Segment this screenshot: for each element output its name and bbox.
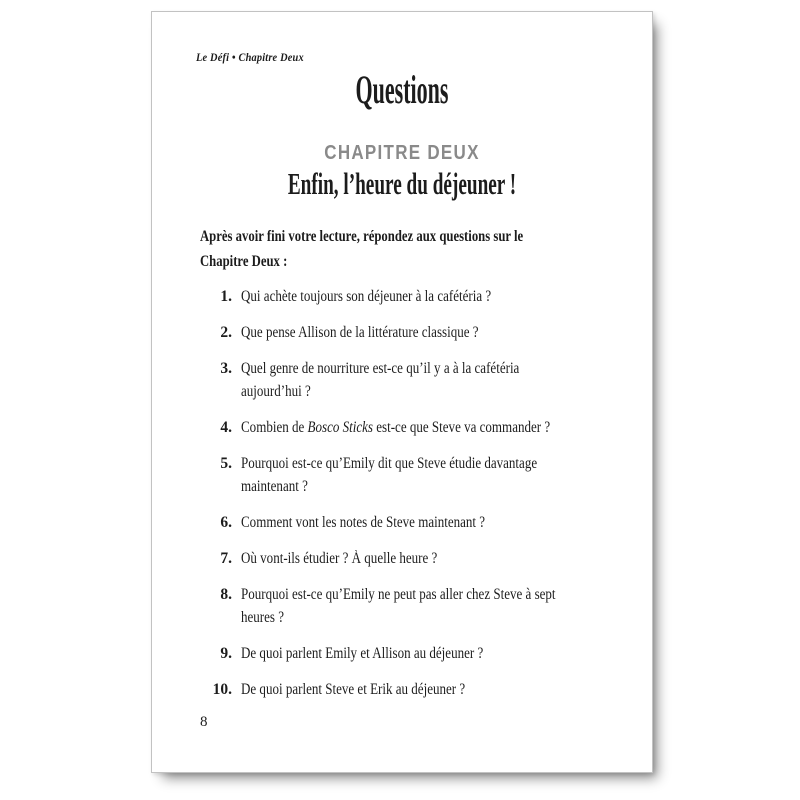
running-header: Le Défi • Chapitre Deux: [196, 52, 304, 64]
question-text: Comment vont les notes de Steve maintenant ?: [241, 514, 486, 531]
question-number: 3.: [220, 360, 232, 377]
question-item: [198, 321, 652, 344]
question-text: Quel genre de nourriture est-ce qu’il y a à la cafétéria aujourd’hui ?: [241, 360, 520, 400]
question-item: [198, 416, 652, 439]
question-item: [198, 285, 652, 308]
question-number: 2.: [220, 324, 232, 341]
question-text: Qui achète toujours son déjeuner à la cafétéria ?: [241, 288, 492, 305]
instructions-line-1: Après avoir fini votre lecture, répondez aux questions sur le: [200, 228, 524, 245]
question-number: 10.: [212, 681, 232, 698]
question-item: [198, 642, 652, 665]
question-number: 4.: [220, 419, 232, 436]
question-item: [198, 547, 652, 570]
question-number: 6.: [220, 514, 232, 531]
question-number: 1.: [220, 288, 232, 305]
question-item: [198, 452, 652, 498]
question-number: 9.: [220, 645, 232, 662]
question-item: [198, 511, 652, 534]
chapter-label: CHAPITRE DEUX: [324, 142, 480, 164]
question-text: Où vont-ils étudier ? À quelle heure ?: [241, 550, 438, 567]
chapter-title: Enfin, l’heure du déjeuner !: [287, 166, 517, 201]
question-item: [198, 357, 652, 403]
question-number: 5.: [220, 455, 232, 472]
question-number: 8.: [220, 586, 232, 603]
question-item: [198, 678, 652, 701]
page-title: Questions: [355, 67, 449, 112]
italic-term: Bosco Sticks: [307, 419, 373, 436]
question-item: [198, 583, 652, 629]
question-text: Que pense Allison de la littérature classique ?: [241, 324, 479, 341]
question-text: Pourquoi est-ce qu’Emily ne peut pas aller chez Steve à sept heures ?: [241, 586, 556, 626]
question-text: Combien de Bosco Sticks est-ce que Steve va commander ?: [241, 419, 551, 436]
questions-list: [198, 285, 652, 701]
question-text: De quoi parlent Emily et Allison au déjeuner ?: [241, 645, 484, 662]
instructions-line-2: Chapitre Deux :: [200, 252, 288, 270]
book-page: [151, 11, 653, 773]
question-text: Pourquoi est-ce qu’Emily dit que Steve étudie davantage maintenant ?: [241, 455, 538, 495]
question-number: 7.: [220, 550, 232, 567]
instructions: [200, 225, 652, 274]
page-number: 8: [200, 714, 208, 730]
question-text: De quoi parlent Steve et Erik au déjeuner ?: [241, 681, 466, 698]
